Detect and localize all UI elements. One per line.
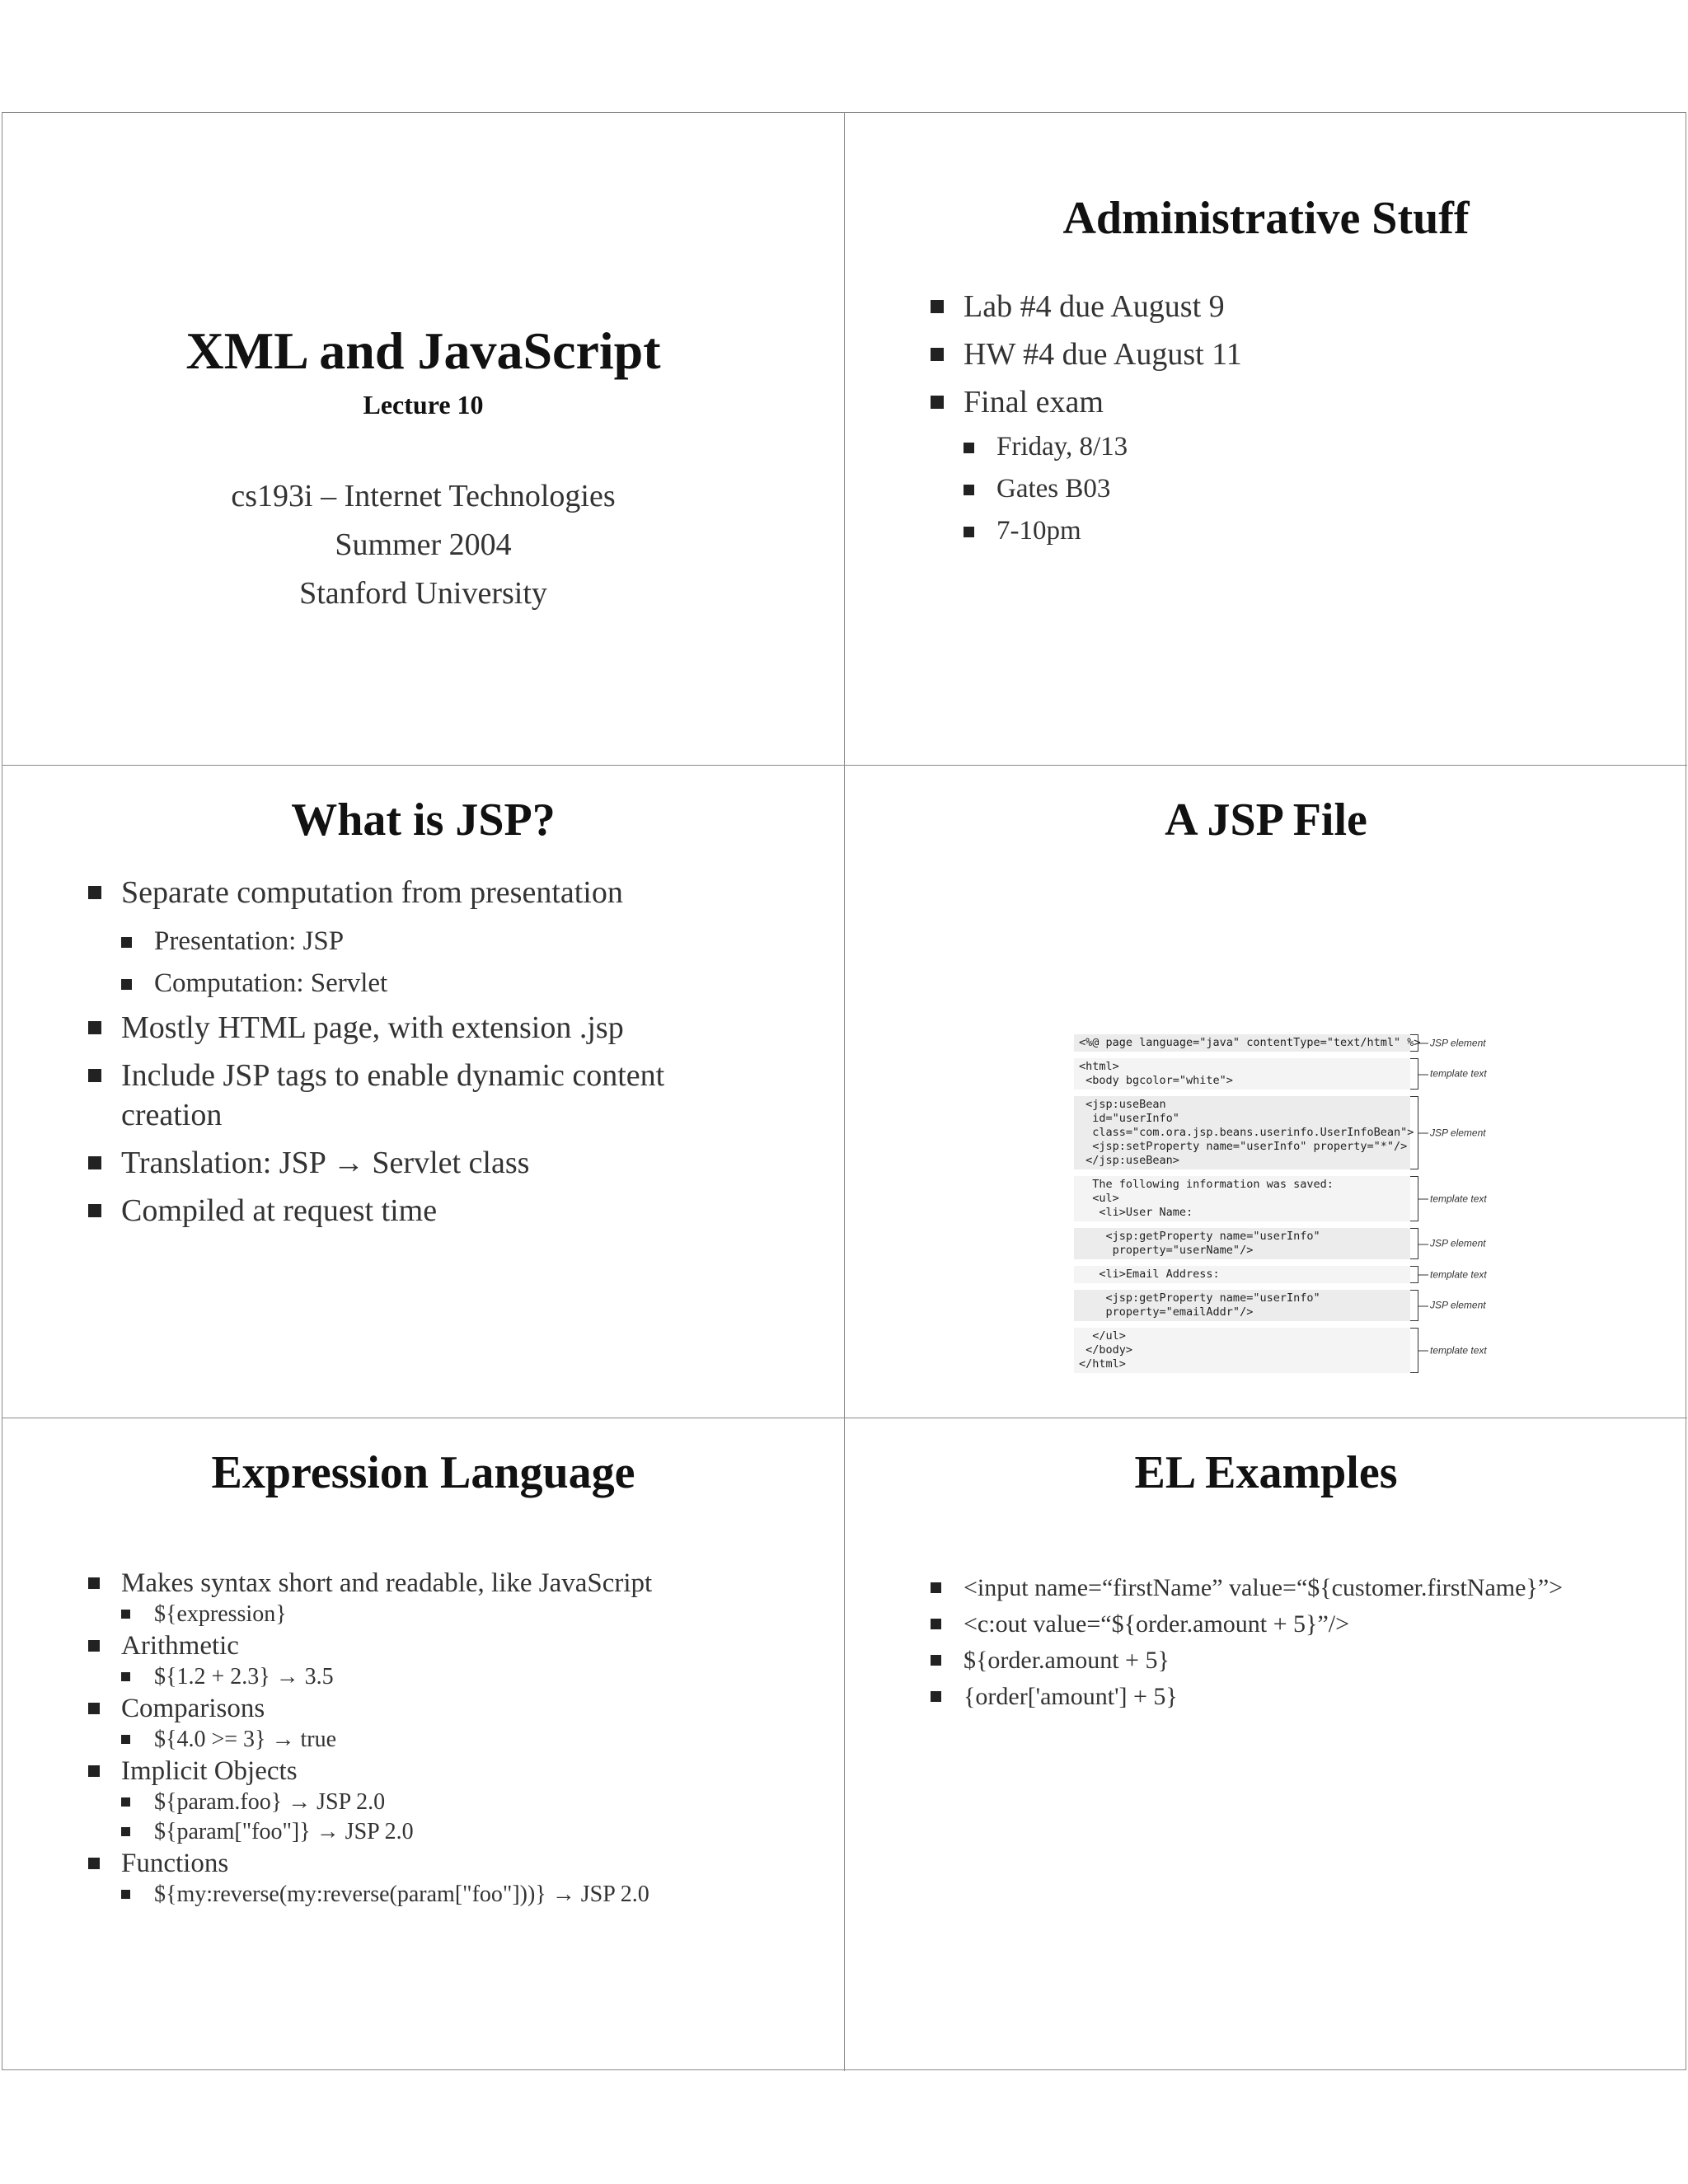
- bracket: [1410, 1058, 1418, 1090]
- code-text: <%@ page language="java" contentType="text/html" %>: [1079, 1036, 1421, 1049]
- code-text: <jsp:useBean id="userInfo" class="com.ora.jsp.beans.userinfo.UserInfoBean"> <jsp:setProperty name="userInfo" property="*"/> </jsp:useBean>: [1085, 1098, 1414, 1167]
- jsp-code-figure: [1074, 1034, 1519, 1380]
- bracket: [1410, 1228, 1418, 1259]
- code-label: JSP element: [1430, 1237, 1486, 1249]
- list-item: <c:out value=“${order.amount + 5}”/>: [931, 1606, 1672, 1643]
- list-subitem: Friday, 8/13: [931, 426, 1242, 468]
- lecture-number: Lecture 10: [363, 390, 484, 419]
- list-item: Comparisons: [88, 1692, 797, 1725]
- list-item: <input name=“firstName” value=“${customer.firstName}”>: [931, 1570, 1672, 1606]
- code-label: JSP element: [1430, 1299, 1486, 1311]
- handout-grid: [2, 112, 1686, 2070]
- list-item: Functions: [88, 1847, 797, 1880]
- code-label: template text: [1430, 1344, 1487, 1356]
- list-item: Implicit Objects: [88, 1755, 797, 1788]
- slide-heading: Expression Language: [211, 1447, 635, 1498]
- list-item: Makes syntax short and readable, like JavaScript: [88, 1567, 797, 1600]
- bullet-list: [88, 873, 715, 1239]
- bracket: [1410, 1034, 1418, 1052]
- slide-heading: What is JSP?: [291, 794, 556, 846]
- slide-title: [2, 113, 845, 766]
- slide-heading: EL Examples: [1134, 1447, 1398, 1498]
- list-item: Translation: JSP → Servlet class: [88, 1143, 715, 1183]
- slide-jsp-file: [845, 766, 1687, 1418]
- slide-expression-language: [2, 1418, 845, 2071]
- code-text: <jsp:getProperty name="userInfo" property="userName"/>: [1105, 1230, 1320, 1257]
- code-label: template text: [1430, 1193, 1487, 1204]
- code-block: [1074, 1290, 1486, 1321]
- slide-admin: [845, 113, 1687, 766]
- list-item: Compiled at request time: [88, 1191, 715, 1230]
- code-block: [1074, 1228, 1486, 1259]
- list-item: ${order.amount + 5}: [931, 1643, 1672, 1679]
- course-school: Stanford University: [299, 576, 547, 611]
- bracket: [1410, 1176, 1418, 1221]
- bracket: [1410, 1096, 1418, 1169]
- code-block: [1074, 1034, 1486, 1052]
- list-subitem: Presentation: JSP: [88, 921, 715, 963]
- slide-heading: A JSP File: [1165, 794, 1367, 846]
- list-subitem: ${param["foo"]} → JSP 2.0: [88, 1817, 797, 1847]
- list-item: Final exam: [931, 378, 1242, 426]
- list-item: Mostly HTML page, with extension .jsp: [88, 1008, 715, 1047]
- bracket: [1410, 1290, 1418, 1321]
- list-subitem: Computation: Servlet: [88, 963, 715, 1005]
- code-text: <jsp:getProperty name="userInfo" property="emailAddr"/>: [1105, 1291, 1320, 1319]
- list-subitem: ${1.2 + 2.3} → 3.5: [88, 1662, 797, 1692]
- slide-what-is-jsp: [2, 766, 845, 1418]
- list-subitem: Gates B03: [931, 468, 1242, 510]
- code-label: template text: [1430, 1067, 1487, 1080]
- list-item: HW #4 due August 11: [931, 330, 1242, 378]
- slide-title-heading: XML and JavaScript: [185, 321, 661, 380]
- list-item: Separate computation from presentation: [88, 873, 715, 912]
- code-text: </ul> </body> </html>: [1079, 1329, 1133, 1371]
- slide-heading: Administrative Stuff: [1062, 193, 1470, 244]
- course-term: Summer 2004: [335, 527, 512, 562]
- code-text: The following information was saved: <ul> <li>User Name:: [1092, 1178, 1334, 1219]
- code-block: [1074, 1058, 1487, 1090]
- bracket: [1410, 1328, 1418, 1373]
- list-item: Lab #4 due August 9: [931, 283, 1242, 330]
- list-subitem: 7-10pm: [931, 510, 1242, 552]
- list-subitem: ${expression}: [88, 1600, 797, 1629]
- list-subitem: ${my:reverse(my:reverse(param["foo"]))} → JSP 2.0: [88, 1880, 797, 1910]
- bracket: [1410, 1266, 1418, 1283]
- code-text: <li>Email Address:: [1079, 1268, 1220, 1281]
- list-subitem: ${param.foo} → JSP 2.0: [88, 1788, 797, 1817]
- course-info: [2, 472, 844, 618]
- code-label: JSP element: [1430, 1037, 1486, 1048]
- list-item: Arithmetic: [88, 1629, 797, 1662]
- slide-el-examples: [845, 1418, 1687, 2071]
- bullet-list: [931, 283, 1242, 552]
- code-block: [1074, 1266, 1487, 1283]
- code-text: <html> <body bgcolor="white">: [1079, 1060, 1233, 1087]
- bullet-list: [931, 1570, 1672, 1715]
- list-item: {order['amount'] + 5}: [931, 1679, 1672, 1715]
- code-block: [1074, 1176, 1487, 1221]
- code-block: [1074, 1328, 1487, 1373]
- list-item: Include JSP tags to enable dynamic content creation: [88, 1056, 715, 1135]
- bullet-list: [88, 1567, 797, 1910]
- code-label: JSP element: [1430, 1127, 1486, 1138]
- code-block: [1074, 1096, 1486, 1169]
- course-name: cs193i – Internet Technologies: [231, 479, 616, 513]
- code-label: template text: [1430, 1268, 1487, 1280]
- list-subitem: ${4.0 >= 3} → true: [88, 1725, 797, 1755]
